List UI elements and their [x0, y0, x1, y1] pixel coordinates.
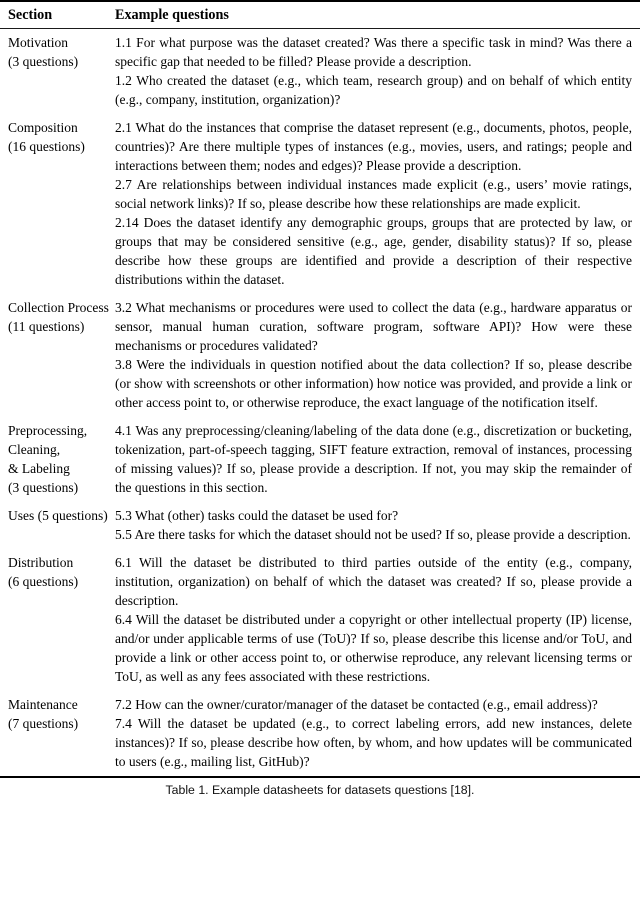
section-question-count: (7 questions): [8, 716, 79, 731]
section-cell: [8, 118, 115, 289]
section-cell: [8, 506, 115, 544]
questions-cell: [115, 553, 632, 686]
questions-cell: [115, 421, 632, 497]
column-header-example-questions: Example questions: [115, 7, 229, 23]
section-label: Distribution: [8, 555, 74, 570]
section-cell: [8, 421, 115, 497]
section-label: Uses: [8, 508, 35, 523]
questions-cell: [115, 298, 632, 412]
table-row-uses: [0, 502, 640, 549]
section-label: Collection Process: [8, 300, 109, 315]
table-row-collection-process: [0, 294, 640, 417]
section-cell: [8, 298, 115, 412]
section-cell: [8, 695, 115, 771]
section-question-count: (3 questions): [8, 54, 79, 69]
table-header-row: [0, 0, 640, 29]
table-body: [0, 29, 640, 776]
column-header-section: Section: [8, 7, 53, 23]
question: 6.1 Will the dataset be distributed to third parties outside of the entity (e.g., company, institution, organization) on behalf of which the dataset was created? If so, please provide a description.: [115, 555, 632, 608]
question: 5.5 Are there tasks for which the dataset should not be used? If so, please provide a description.: [115, 527, 631, 542]
questions-cell: [115, 506, 632, 544]
table-row-composition: [0, 114, 640, 294]
section-question-count: (3 questions): [8, 480, 79, 495]
table-row-distribution: [0, 549, 640, 691]
question: 3.8 Were the individuals in question notified about the data collection? If so, please describe (or show with screenshots or other information) how notice was provided, and provide a link or other access point to, or otherwise reproduce, the exact language of the notification itself.: [115, 357, 632, 410]
question: 4.1 Was any preprocessing/cleaning/labeling of the data done (e.g., discretization or bucketing, tokenization, part-of-speech tagging, SIFT feature extraction, removal of instances, processing of missing values)? If so, please provide a description. If not, you may skip the remainder of the questions in this section.: [115, 423, 632, 495]
question: 2.1 What do the instances that comprise the dataset represent (e.g., documents, photos, people, countries)? Are there multiple types of instances (e.g., movies, users, and ratings; people and interactions between them; nodes and edges)? Please provide a description.: [115, 120, 632, 173]
section-question-count: (5 questions): [37, 508, 108, 523]
section-cell: [8, 33, 115, 109]
questions-cell: [115, 33, 632, 109]
table-row-preprocessing-cleaning-labeling: [0, 417, 640, 502]
section-question-count: (6 questions): [8, 574, 79, 589]
table-row-motivation: [0, 29, 640, 114]
section-label: Preprocessing, Cleaning, & Labeling: [8, 423, 88, 476]
table-row-maintenance: [0, 691, 640, 776]
section-label: Composition: [8, 120, 78, 135]
section-label: Maintenance: [8, 697, 78, 712]
question: 7.4 Will the dataset be updated (e.g., to correct labeling errors, add new instances, delete instances)? If so, please describe how often, by whom, and how updates will be communicated to users (e.g., mailing list, GitHub)?: [115, 716, 632, 769]
section-question-count: (11 questions): [8, 319, 85, 334]
questions-cell: [115, 695, 632, 771]
table-caption: Table 1. Example datasheets for datasets questions [18].: [165, 783, 475, 797]
question: 6.4 Will the dataset be distributed under a copyright or other intellectual property (IP) license, and/or under applicable terms of use (ToU)? If so, please describe this license and/or ToU, and provide a link or other access point to, or otherwise reproduce, any relevant licensing terms or ToU, as well as any fees associated with these restrictions.: [115, 612, 632, 684]
question: 1.1 For what purpose was the dataset created? Was there a specific task in mind? Was there a specific gap that needed to be filled? Please provide a description.: [115, 35, 632, 69]
question: 5.3 What (other) tasks could the dataset be used for?: [115, 508, 399, 523]
section-question-count: (16 questions): [8, 139, 85, 154]
section-cell: [8, 553, 115, 686]
section-label: Motivation: [8, 35, 68, 50]
question: 2.7 Are relationships between individual instances made explicit (e.g., users’ movie ratings, social network links)? If so, please describe how these relationships are made explicit.: [115, 177, 632, 211]
question: 2.14 Does the dataset identify any demographic groups, groups that are protected by law, or groups that may be considered sensitive (e.g., age, gender, disability status)? If so, please describe how these groups are identified and provide a description of their respective distributions within the dataset.: [115, 215, 632, 287]
question: 7.2 How can the owner/curator/manager of the dataset be contacted (e.g., email address)?: [115, 697, 598, 712]
question: 1.2 Who created the dataset (e.g., which team, research group) and on behalf of which entity (e.g., company, institution, organization)?: [115, 73, 632, 107]
questions-cell: [115, 118, 632, 289]
question: 3.2 What mechanisms or procedures were used to collect the data (e.g., hardware apparatus or sensor, manual human curation, software program, software API)? How were these mechanisms or procedures validated?: [115, 300, 632, 353]
